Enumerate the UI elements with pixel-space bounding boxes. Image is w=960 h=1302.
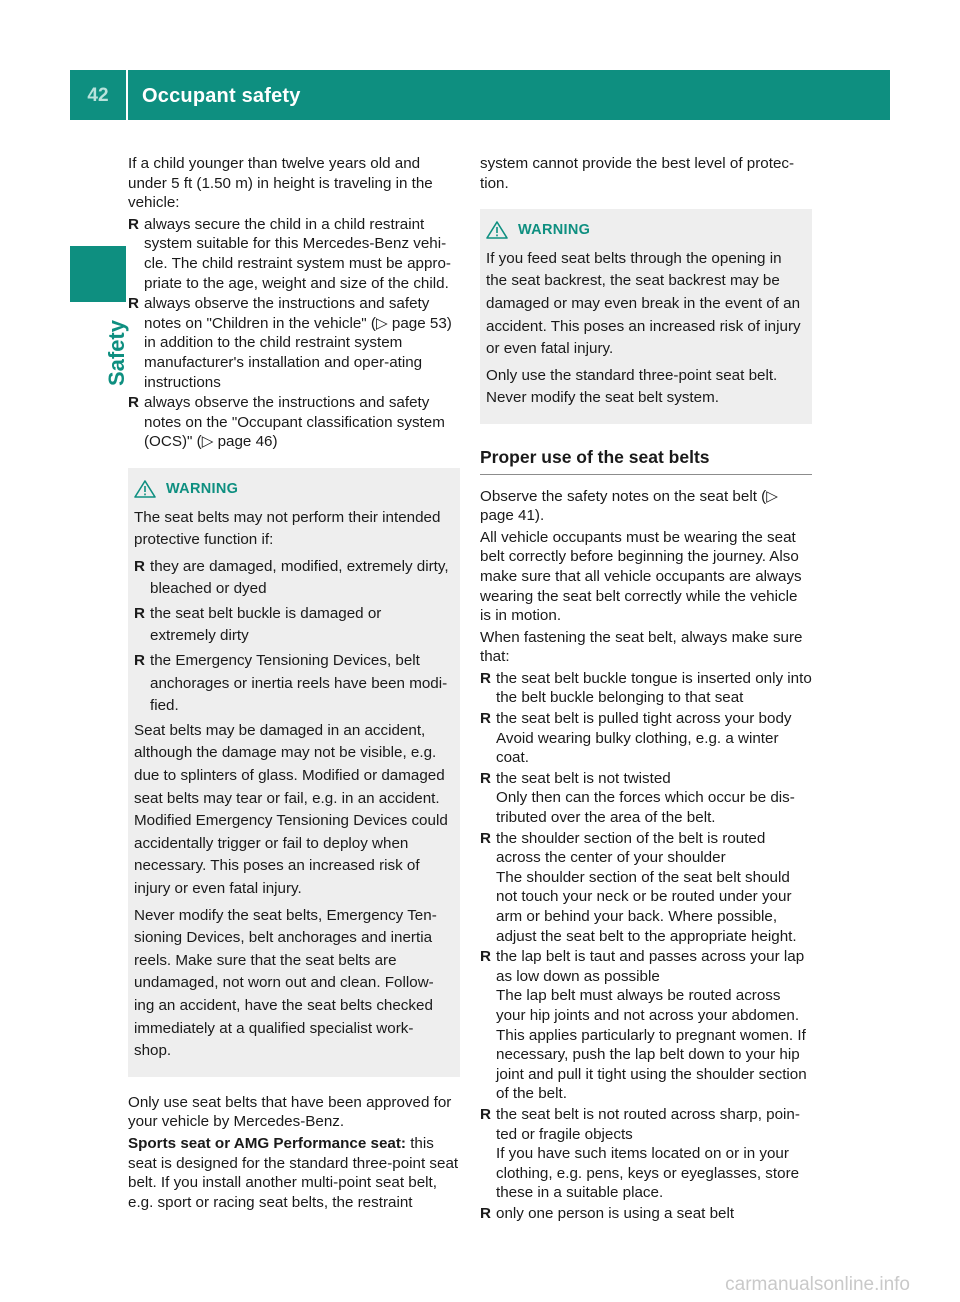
warning-intro: The seat belts may not perform their intended protective function if: <box>134 508 441 549</box>
right-column <box>480 154 812 1225</box>
list-item: R the seat belt is pulled tight across your body Avoid wearing bulky clothing, e.g. a winter coat. <box>480 709 812 768</box>
fastening-bullets <box>480 669 812 1224</box>
list-item: R the seat belt is not routed across sharp, poin-ted or fragile objects If you have such items located on or in your clothing, e.g. pens, keys or eyeglasses, store these in a suitable place. <box>480 1105 812 1203</box>
bullet-icon: R <box>480 669 491 687</box>
list-item: R they are damaged, modified, extremely dirty, bleached or dyed <box>134 557 449 598</box>
warning-title: WARNING <box>518 222 591 239</box>
sports-seat-label: Sports seat or AMG Performance seat: <box>128 1134 406 1152</box>
body-paragraph: All vehicle occupants must be wearing the seat belt correctly before beginning the journey. Also make sure that all vehicle occupants are always wearing the seat belt correctly while the vehicle is in motion. <box>480 528 802 625</box>
left-column <box>128 154 460 1214</box>
bullet-icon: R <box>480 769 491 787</box>
header-divider <box>126 70 128 120</box>
watermark: carmanualsonline.info <box>725 1274 910 1295</box>
list-item: R the Emergency Tensioning Devices, belt anchorages or inertia reels have been modi-fied. <box>134 652 448 715</box>
warning-header <box>486 219 802 242</box>
warning-box-seat-belts <box>128 468 460 1077</box>
list-item: R the shoulder section of the belt is routed across the center of your shoulder The shoulder section of the seat belt should not touch your neck or be routed under your arm or behind your back. Where possible, adjust the seat belt to the appropriate height. <box>480 829 812 947</box>
warning-paragraph: Never modify the seat belts, Emergency Ten-sioning Devices, belt anchorages and inertia reels. Make sure that the seat belts are undamaged, not worn out and clean. Follow-ing an accident, have the seat belts checked immediately at a qualified specialist work-shop. <box>134 906 437 1060</box>
bullet-detail: Avoid wearing bulky clothing, e.g. a winter coat. <box>496 729 779 767</box>
intro-paragraph: If a child younger than twelve years old and under 5 ft (1.50 m) in height is traveling in the vehicle: <box>128 155 433 212</box>
bullet-detail: If you have such items located on or in your clothing, e.g. pens, keys or eyeglasses, store these in a suitable place. <box>496 1145 800 1202</box>
bullet-icon: R <box>134 652 145 670</box>
warning-paragraph: If you feed seat belts through the opening in the seat backrest, the seat backrest may be damaged or may even break in the event of an accident. This poses an increased risk of injury or even fatal injury. <box>486 249 801 358</box>
page-number: 42 <box>87 85 109 106</box>
warning-title: WARNING <box>166 480 239 497</box>
warning-box-backrest <box>480 209 812 424</box>
bullet-icon: R <box>128 394 139 412</box>
continuation-paragraph: system cannot provide the best level of protec-tion. <box>480 155 795 192</box>
bullet-detail: Only then can the forces which occur be dis-tributed over the area of the belt. <box>496 789 795 827</box>
body-paragraph: Observe the safety notes on the seat belt (▷ page 41). <box>480 487 778 525</box>
list-item: R always observe the instructions and safety notes on "Children in the vehicle" (▷ page 53) in addition to the child restraint system manufacturer's installation and oper-ating instructions <box>128 295 452 391</box>
bullet-icon: R <box>480 829 491 847</box>
warning-paragraph: Only use the standard three-point seat belt. Never modify the seat belt system. <box>486 366 778 407</box>
body-paragraph: When fastening the seat belt, always make sure that: <box>480 628 803 666</box>
bullet-icon: R <box>480 948 491 966</box>
list-item: R the seat belt is not twisted Only then can the forces which occur be dis-tributed over the area of the belt. <box>480 769 812 828</box>
section-heading: Proper use of the seat belts <box>480 440 812 475</box>
sports-seat-text: this seat is designed for the standard three-point seat belt. If you install another multi-point seat belt, e.g. sport or racing seat belts, the restraint <box>128 1134 459 1211</box>
warning-triangle-icon <box>486 221 508 239</box>
bullet-icon: R <box>128 215 139 233</box>
sports-seat-paragraph <box>128 1134 460 1212</box>
bullet-icon: R <box>480 1204 491 1222</box>
bullet-icon: R <box>134 604 145 622</box>
list-item: R the seat belt buckle is damaged or extremely dirty <box>134 604 382 645</box>
approved-belts-paragraph: Only use seat belts that have been approved for your vehicle by Mercedes-Benz. <box>128 1093 452 1131</box>
bullet-icon: R <box>134 557 145 575</box>
section-title: Occupant safety <box>142 85 301 107</box>
list-item: R only one person is using a seat belt <box>480 1204 735 1222</box>
list-item: R always observe the instructions and safety notes on the "Occupant classification system (OCS)" (▷ page 46) <box>128 394 445 451</box>
list-item: R always secure the child in a child restraint system suitable for this Mercedes-Benz vehi-cle. The child restraint system must be appro-priate to the age, weight and size of the child. <box>128 215 451 292</box>
warning-header <box>134 478 450 501</box>
bullet-icon: R <box>480 710 491 728</box>
bullet-detail: The shoulder section of the seat belt should not touch your neck or be routed under your arm or behind your back. Where possible, adjust the seat belt to the appropriate height. <box>496 868 797 945</box>
side-tab-block <box>70 246 126 302</box>
bullet-icon: R <box>128 295 139 313</box>
bullet-detail: The lap belt must always be routed across your hip joints and not across your abdomen. This applies particularly to pregnant women. If necessary, push the lap belt down to your hip joint and pull it tight using the shoulder section of the belt. <box>496 987 807 1103</box>
child-bullets <box>128 215 460 452</box>
side-tab-label: Safety <box>104 320 129 387</box>
warning-bullets <box>134 556 450 718</box>
warning-paragraph: Seat belts may be damaged in an accident, although the damage may not be visible, e.g. due to splinters of glass. Modified or damaged seat belts may tear or fail, e.g. in an accident. Modified Emergency Tensioning Devices could accidentally trigger or fail to deploy when necessary. This poses an increased risk of injury or even fatal injury. <box>134 721 448 897</box>
bullet-icon: R <box>480 1105 491 1123</box>
list-item: R the lap belt is taut and passes across your lap as low down as possible The lap belt must always be routed across your hip joints and not across your abdomen. This applies particularly to pregnant women. If necessary, push the lap belt down to your hip joint and pull it tight using the shoulder section of the belt. <box>480 947 812 1104</box>
warning-triangle-icon <box>134 480 156 498</box>
list-item: R the seat belt buckle tongue is inserted only into the belt buckle belonging to that seat <box>480 669 812 707</box>
